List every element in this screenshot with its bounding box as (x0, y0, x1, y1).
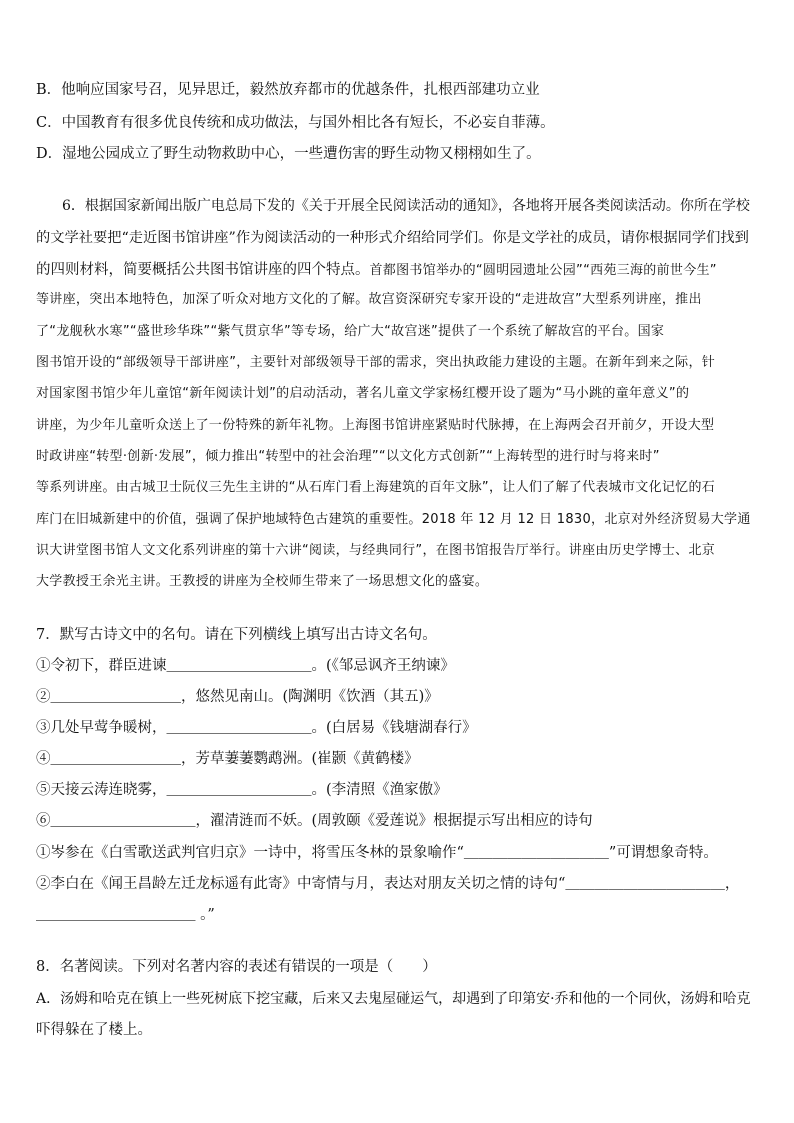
q7-title: 7．默写古诗文中的名句。请在下列横线上填写出古诗文名句。 (36, 627, 437, 643)
q8-option-a-cont: 吓得躲在了楼上。 (36, 1022, 152, 1038)
q6-material-line: 等讲座，突出本地特色，加深了听众对地方文化的了解。故宫资深研究专家开设的“走进故宫”大型系列讲座，推出 (36, 292, 702, 307)
q7-subitem-2-cont: ＿＿＿＿＿＿＿＿＿＿＿ 。” (36, 907, 215, 923)
q6-material-line: 对国家图书馆少年儿童馆“新年阅读计划”的启动活动，著名儿童文学家杨红樱开设了题为“马小跳的童年意义”的 (36, 386, 690, 401)
q7-subitem-2: ②李白在《闻王昌龄左迁龙标遥有此寄》中寄情与月，表达对朋友关切之情的诗句“＿＿＿＿＿＿＿＿＿＿＿， (36, 876, 740, 892)
q6-material-line: 等系列讲座。由古城卫士阮仪三先生主讲的“从石库门看上海建筑的百年文脉”，让人们了解了代表城市文化记忆的石 (36, 480, 716, 495)
q8-option-a: A．汤姆和哈克在镇上一些死树底下挖宝藏，后来又去鬼屋碰运气，却遇到了印第安·乔和他的一个同伙，汤姆和哈克 (36, 991, 751, 1007)
q6-material-line: 时政讲座“转型·创新·发展”，倾力推出“转型中的社会治理”“以文化方式创新”“上海转型的进行时与将来时” (36, 449, 660, 464)
q7-item-5: ⑤天接云涛连晓雾，＿＿＿＿＿＿＿＿＿＿。(李清照《渔家傲》 (36, 782, 448, 798)
q7-item-1: ①令初下，群臣进谏＿＿＿＿＿＿＿＿＿＿。(《邹忌讽齐王纳谏》 (36, 658, 455, 674)
q5-option-d: D．湿地公园成立了野生动物救助中心，一些遭伤害的野生动物又栩栩如生了。 (36, 146, 541, 162)
q6-material-line: 图书馆开设的“部级领导干部讲座”，主要针对部级领导干部的需求，突出执政能力建设的主题。在新年到来之际，针 (36, 355, 716, 370)
q7-item-4: ④＿＿＿＿＿＿＿＿＿，芳草萋萋鹦鹉洲。(崔颢《黄鹤楼》 (36, 751, 419, 767)
q5-option-c: C．中国教育有很多优良传统和成功做法，与国外相比各有短长，不必妄自菲薄。 (36, 115, 555, 131)
q6-line-1: 6．根据国家新闻出版广电总局下发的《关于开展全民阅读活动的通知》，各地将开展各类阅读活动。你所在学校 (62, 198, 750, 214)
q6-line-3-prompt: 的四则材料，简要概括公共图书馆讲座的四个特点。 (36, 262, 370, 278)
q6-material-line: 了“龙舰秋水寒”“盛世珍华珠”“紫气贯京华”等专场，给广大“故宫迷”提供了一个系统了解故宫的平台。国家 (36, 324, 665, 339)
q6-material-line: 库门在旧城新建中的价值，强调了保护地域特色古建筑的重要性。2018 年 12 月 12 日 1830，北京对外经济贸易大学通 (36, 512, 751, 527)
q7-item-2: ②＿＿＿＿＿＿＿＿＿，悠然见南山。(陶渊明《饮酒（其五)》 (36, 689, 439, 705)
q6-material-line: 讲座，为少年儿童听众送上了一份特殊的新年礼物。上海图书馆讲座紧贴时代脉搏，在上海两会召开前夕，开设大型 (36, 418, 715, 433)
q5-option-b: B．他响应国家号召，见异思迁，毅然放弃都市的优越条件，扎根西部建功立业 (36, 82, 540, 98)
q7-subitem-1: ①岑参在《白雪歌送武判官归京》一诗中，将雪压冬林的景象喻作“＿＿＿＿＿＿＿＿＿＿”可谓想象奇特。 (36, 845, 718, 861)
q7-item-3: ③几处早莺争暖树，＿＿＿＿＿＿＿＿＿＿。(白居易《钱塘湖春行》 (36, 720, 477, 736)
q7-item-6: ⑥＿＿＿＿＿＿＿＿＿＿，濯清涟而不妖。(周敦颐《爱莲说》根据提示写出相应的诗句 (36, 813, 593, 829)
q6-material-inline: 首都图书馆举办的“圆明园遗址公园”“西苑三海的前世今生” (369, 263, 717, 278)
q6-material-line: 识大讲堂图书馆人文文化系列讲座的第十六讲“阅读，与经典同行”，在图书馆报告厅举行。讲座由历史学博士、北京 (36, 543, 716, 558)
q6-line-2: 的文学社要把“走近图书馆讲座”作为阅读活动的一种形式介绍给同学们。你是文学社的成员，请你根据同学们找到 (36, 230, 749, 246)
q6-line-3 (36, 260, 758, 281)
q6-material-line: 大学教授王余光主讲。王教授的讲座为全校师生带来了一场思想文化的盛宴。 (36, 574, 489, 589)
q8-title: 8．名著阅读。下列对名著内容的表述有错误的一项是（ ） (36, 959, 437, 975)
